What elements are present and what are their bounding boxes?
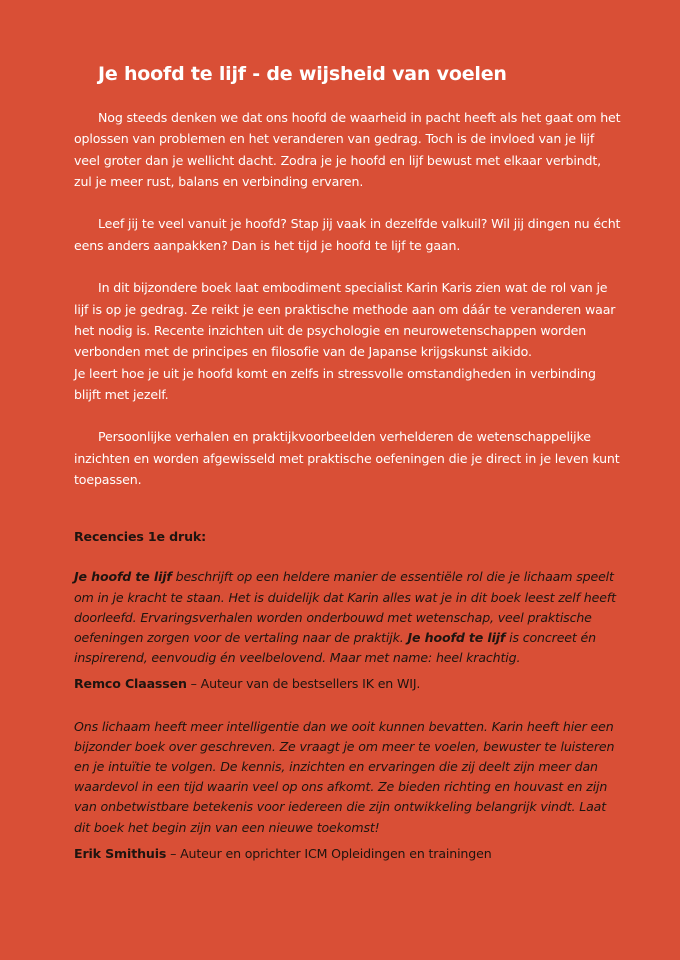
review-2-quote: Ons lichaam heeft meer intelligentie dan we ooit kunnen bevatten. Karin heeft hier een bijzonder boek over geschreven. Ze vraagt je om meer te voelen, bewuster te luisteren en je intuïtie te volgen. De kennis, inzichten en ervaringen die zij deelt zijn meer dan waardevol in een tijd waarin veel op ons afkomt. Ze bieden richting en houvast en zijn van onbetwistbare betekenis voor iedereen die zijn ontwikkeling belangrijk vindt. Laat dit boek het begin zijn van een nieuwe toekomst! (74, 718, 615, 835)
review-2-author-name: Erik Smithuis (74, 845, 167, 861)
blurb-paragraph-3 (74, 277, 622, 362)
review-1-author (74, 674, 622, 694)
blurb-paragraph-1 (74, 107, 622, 192)
review-1-author-name: Remco Claassen (74, 676, 187, 692)
blurb (74, 107, 622, 512)
review-1-quote (74, 567, 622, 668)
blurb-paragraph-3-text: In dit bijzondere boek laat embodiment specialist Karin Karis zien wat de rol van je lijf is op je gedrag. Ze reikt je een praktische methode aan om dáár te veranderen waar het nodig is. Recente inzichten uit de psychologie en neurowetenschappen worden verbonden met de principes en filosofie van de Japanse krijgskunst aikido. (74, 280, 616, 360)
review-1-book-title: Je hoofd te lijf (74, 569, 172, 585)
blurb-paragraph-2 (74, 213, 622, 256)
review-1-text-a: beschrijft op een heldere manier de essentiële rol die je lichaam speelt om in je kracht te staan. Het is duidelijk dat Karin alles wat je in dit boek leest zelf heeft doorleefd. Ervaringsverhalen worden onderbouwd met wetenschap, veel praktische oefeningen zorgen voor de vertaling naar de praktijk. (74, 569, 616, 645)
review-1-author-desc: – Auteur van de bestsellers IK en WIJ. (186, 676, 421, 692)
reviews-section (74, 527, 622, 886)
review-2-author-desc: – Auteur en oprichter ICM Opleidingen en trainingen (166, 845, 492, 861)
review-1-text-b: is concreet én inspirerend, eenvoudig én veelbelovend. Maar met name: heel krachtig. (74, 630, 596, 666)
review-2-author (74, 844, 622, 864)
blurb-paragraph-1-text: Nog steeds denken we dat ons hoofd de waarheid in pacht heeft als het gaat om het oplossen van problemen en het veranderen van gedrag. Toch is de invloed van je lijf veel groter dan je wellicht dacht. Zodra je je hoofd en lijf bewust met elkaar verbindt, zul je meer rust, balans en verbinding ervaren. (74, 110, 621, 189)
blurb-paragraph-4 (74, 426, 622, 490)
blurb-paragraph-4-text: Persoonlijke verhalen en praktijkvoorbeelden verhelderen de wetenschappelijke inzichten en worden afgewisseld met praktische oefeningen die je direct in je leven kunt toepassen. (74, 429, 620, 488)
blurb-paragraph-2-text: Leef jij te veel vanuit je hoofd? Stap jij vaak in dezelfde valkuil? Wil jij dingen nu écht eens anders aanpakken? Dan is het tijd je hoofd te lijf te gaan. (74, 216, 621, 253)
reviews-heading: Recencies 1e druk: (74, 529, 207, 544)
page-title: Je hoofd te lijf - de wijsheid van voelen (98, 63, 507, 85)
review-1-book-title-2: Je hoofd te lijf (407, 630, 506, 645)
blurb-paragraph-3b: Je leert hoe je uit je hoofd komt en zelfs in stressvolle omstandigheden in verbinding blijft met jezelf. (74, 365, 596, 402)
